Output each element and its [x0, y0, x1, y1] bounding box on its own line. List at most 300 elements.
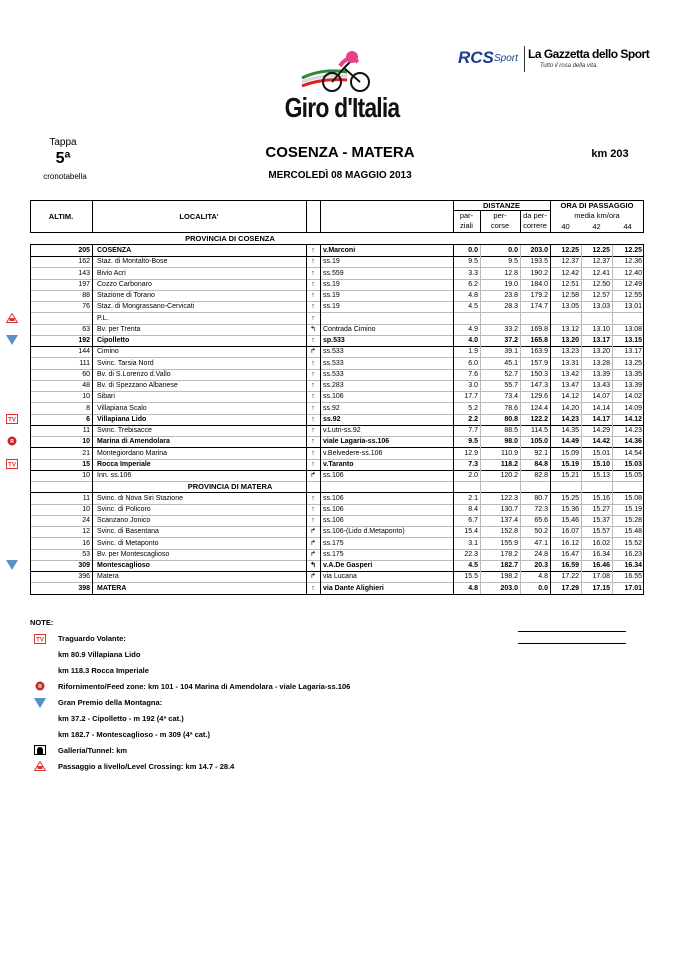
- cell-t2: 15.01: [592, 449, 610, 457]
- header-speed-40: 40: [561, 222, 570, 231]
- cell-alt: 8: [86, 404, 90, 412]
- cell-t1: 13.12: [561, 325, 579, 333]
- cell-t2: 15.16: [592, 494, 610, 502]
- note-level-crossing: Passaggio a livello/Level Crossing: km 14.7 - 28.4: [58, 762, 235, 771]
- cell-r: 174.7: [530, 303, 548, 311]
- cell-loc: Bv. di S.Lorenzo d.Vallo: [97, 370, 171, 378]
- table-row: [30, 290, 644, 301]
- note-gpm-2: km 182.7 - Montescaglioso - m 309 (4ª cat.): [58, 730, 210, 739]
- col-line: [581, 245, 582, 594]
- header-ora: ORA DI PASSAGGIO: [560, 201, 634, 210]
- province-cosenza: PROVINCIA DI COSENZA: [185, 234, 275, 243]
- traguardo-volante-icon: [34, 634, 46, 644]
- cell-loc: MATERA: [97, 584, 127, 592]
- cell-road: ss.106-(Lido d.Metaponto): [323, 528, 405, 536]
- cell-road: v.Taranto: [323, 460, 354, 468]
- cell-loc: Svinc. di Nova Siri Stazione: [97, 494, 183, 502]
- province-matera: PROVINCIA DI MATERA: [187, 482, 273, 492]
- cell-t2: 12.25: [592, 247, 610, 254]
- table-row: [30, 538, 644, 549]
- cell-alt: 10: [82, 505, 90, 513]
- note-tv: Traguardo Volante:: [58, 634, 126, 643]
- col-line: [453, 245, 454, 594]
- cell-dir: ↑: [311, 280, 315, 288]
- cell-loc: Bv. di Spezzano Albanese: [97, 382, 178, 389]
- table-row: [30, 526, 644, 537]
- cell-dir: ↑: [311, 382, 315, 389]
- cell-c: 23.8: [504, 292, 518, 299]
- cell-r: 72.3: [534, 505, 548, 513]
- level-crossing-icon: [6, 313, 18, 323]
- cell-loc: P.L.: [97, 314, 109, 322]
- cell-loc: Montescaglioso: [97, 562, 150, 569]
- table-row: [30, 504, 644, 515]
- cell-t3: 13.39: [624, 382, 642, 389]
- cell-c: 39.1: [504, 348, 518, 356]
- header-media: media km/ora: [574, 211, 620, 220]
- cell-t1: 13.47: [561, 382, 579, 389]
- cell-t1: 16.59: [561, 562, 579, 569]
- cell-c: 52.7: [504, 370, 518, 378]
- table-row: [30, 256, 644, 267]
- cell-dir: ↑: [311, 303, 315, 311]
- notes-title: NOTE:: [30, 618, 54, 627]
- table-row: [30, 245, 644, 256]
- cell-r: 193.5: [530, 258, 548, 266]
- cell-t3: 16.55: [624, 573, 642, 581]
- cell-alt: 205: [78, 247, 90, 254]
- cell-loc: Montegiordano Marina: [97, 449, 168, 457]
- cell-road: via Lucana: [323, 573, 357, 581]
- cell-road: ss.175: [323, 550, 344, 558]
- cell-t1: 15.36: [561, 505, 579, 513]
- cell-loc: Cipolletto: [97, 337, 130, 344]
- bicycle-logo-icon: [272, 48, 412, 94]
- cell-road: Contrada Cimino: [323, 325, 376, 333]
- cell-p: 5.2: [468, 404, 478, 412]
- cell-r: 150.3: [530, 370, 548, 378]
- cell-dir: ↑: [311, 247, 315, 254]
- cell-t3: 14.12: [624, 415, 642, 423]
- row-separator: [30, 594, 644, 595]
- cell-t3: 14.54: [624, 449, 642, 457]
- cell-r: 147.3: [530, 382, 548, 389]
- cell-r: 124.4: [530, 404, 548, 412]
- cell-t3: 13.15: [624, 337, 642, 344]
- cell-t3: 17.01: [624, 584, 642, 592]
- cell-loc: COSENZA: [97, 247, 132, 254]
- cell-c: 73.4: [504, 393, 518, 401]
- cell-p: 9.5: [468, 438, 478, 446]
- cell-road: ss.19: [323, 292, 340, 299]
- cell-dir: ↑: [311, 584, 315, 592]
- cell-dir: ↱: [310, 573, 316, 581]
- cell-p: 3.0: [468, 382, 478, 389]
- cell-p: 3.3: [468, 269, 478, 277]
- cell-t2: 14.42: [592, 438, 610, 446]
- gpm-icon: [34, 698, 46, 708]
- cell-c: 137.4: [500, 517, 518, 524]
- cell-loc: Stazione di Torano: [97, 292, 155, 299]
- svg-text:R: R: [10, 439, 14, 446]
- cell-c: 110.9: [501, 449, 518, 457]
- traguardo-volante-icon: [6, 459, 18, 469]
- cell-road: sp.533: [323, 337, 345, 344]
- col-line: [612, 245, 613, 594]
- cell-road: ss.533: [323, 370, 344, 378]
- cell-t3: 12.55: [624, 292, 642, 299]
- cell-t1: 14.35: [561, 427, 579, 434]
- cell-t2: 17.08: [592, 573, 610, 581]
- cell-alt: 60: [82, 370, 90, 378]
- cell-p: 12.9: [464, 449, 478, 457]
- col-line: [643, 245, 644, 594]
- cell-c: 152.8: [500, 528, 518, 536]
- feed-zone-icon: [34, 681, 46, 691]
- table-row: [10, 436, 644, 447]
- table-row: [30, 583, 644, 594]
- cell-t3: 13.25: [624, 359, 642, 367]
- tappa-label: Tappa: [49, 137, 77, 148]
- rcs-text: RCS: [458, 48, 494, 67]
- header-speed-44: 44: [623, 222, 632, 231]
- col-divider: [306, 200, 307, 232]
- cell-t3: 15.05: [624, 472, 642, 479]
- cell-p: 8.4: [468, 505, 478, 513]
- header-parziali: ziali: [460, 221, 473, 230]
- cell-t1: 14.23: [561, 415, 579, 423]
- cell-alt: 15: [82, 460, 90, 468]
- col-divider: [320, 200, 321, 232]
- header-percorse: per-: [493, 211, 507, 220]
- giro-logo: [272, 48, 412, 128]
- cell-t1: 13.31: [561, 359, 579, 367]
- cell-t2: 15.27: [592, 505, 610, 513]
- cell-dir: ↑: [311, 258, 315, 266]
- cell-r: 163.9: [530, 348, 548, 356]
- cell-r: 80.7: [534, 494, 548, 502]
- cell-dir: ↑: [311, 292, 315, 299]
- cell-t1: 12.25: [561, 247, 579, 254]
- cell-road: ss.19: [323, 258, 340, 266]
- cell-p: 2.0: [468, 472, 478, 479]
- cell-r: 169.8: [530, 325, 548, 333]
- cell-dir: ↑: [311, 359, 315, 367]
- cell-c: 203.0: [500, 584, 518, 592]
- cell-t2: 15.37: [592, 517, 610, 524]
- cell-alt: 63: [82, 325, 90, 333]
- cell-alt: 12: [82, 528, 90, 536]
- cell-c: 9.5: [508, 258, 518, 266]
- cell-t1: 14.49: [561, 438, 579, 446]
- cell-p: 4.5: [468, 562, 478, 569]
- cell-dir: ↑: [311, 314, 315, 322]
- cell-c: 12.8: [504, 269, 518, 277]
- cell-road: ss.19: [323, 303, 340, 311]
- cell-p: 4.0: [468, 337, 478, 344]
- svg-text:TV: TV: [8, 462, 16, 469]
- cell-alt: 21: [82, 449, 90, 457]
- cell-t2: 14.29: [592, 427, 610, 434]
- header-speed-42: 42: [592, 222, 601, 231]
- cell-p: 17.7: [464, 393, 478, 401]
- cell-p: 22.3: [464, 550, 478, 558]
- cell-alt: 111: [79, 359, 90, 367]
- cell-road: ss.533: [323, 348, 344, 356]
- cell-alt: 88: [82, 292, 90, 299]
- stage-title: COSENZA - MATERA: [265, 144, 415, 161]
- cell-t1: 13.20: [561, 337, 579, 344]
- cell-alt: 396: [78, 573, 90, 581]
- cell-t1: 12.58: [561, 292, 579, 299]
- cell-t1: 12.37: [561, 258, 579, 266]
- col-line: [320, 245, 321, 594]
- cell-road: v.A.De Gasperi: [323, 562, 373, 569]
- cell-c: 45.1: [504, 359, 518, 367]
- cell-loc: Staz. di Montalto-Bose: [97, 258, 168, 266]
- cell-alt: 398: [78, 584, 90, 592]
- stage-distance: km 203: [591, 148, 629, 160]
- cell-c: 55.7: [504, 382, 518, 389]
- header-parziali: par-: [459, 211, 474, 220]
- col-line: [480, 245, 481, 594]
- cell-p: 7.6: [468, 370, 478, 378]
- cell-r: 165.8: [530, 337, 548, 344]
- cell-r: 84.8: [534, 460, 548, 468]
- cell-t3: 15.19: [624, 505, 642, 513]
- table-row: [8, 414, 644, 425]
- col-line: [30, 245, 31, 594]
- table-row: [30, 391, 644, 402]
- cell-t3: 16.23: [624, 550, 642, 558]
- cell-road: ss.106: [323, 517, 344, 524]
- table-row: [30, 560, 644, 571]
- cell-t3: 12.40: [624, 269, 642, 277]
- cell-dir: ↑: [311, 438, 315, 446]
- cell-t1: 16.47: [561, 550, 579, 558]
- cell-p: 6.7: [468, 517, 478, 524]
- table-row: [30, 470, 644, 481]
- note-tunnel: Galleria/Tunnel: km: [58, 746, 128, 755]
- gazzetta-tagline: Tutto il rosa della vita.: [540, 63, 598, 69]
- cell-alt: 143: [78, 269, 90, 277]
- cell-r: 203.0: [530, 247, 548, 254]
- cell-t3: 13.35: [624, 370, 642, 378]
- cell-t2: 13.10: [592, 325, 610, 333]
- traguardo-volante-icon: [6, 414, 18, 424]
- cell-dir: ↱: [310, 472, 316, 479]
- svg-text:TV: TV: [8, 417, 16, 424]
- cell-dir: ↑: [311, 460, 315, 468]
- cell-p: 4.5: [468, 303, 478, 311]
- table-row: [30, 324, 644, 335]
- cell-t3: 15.03: [624, 460, 642, 468]
- cell-r: 0.0: [538, 584, 548, 592]
- cell-dir: ↑: [311, 449, 315, 457]
- cell-loc: Rocca Imperiale: [97, 460, 151, 468]
- cell-loc: Staz. di Mongrassano-Cervicati: [97, 303, 195, 311]
- cell-loc: Bv. per Montescaglioso: [97, 550, 170, 558]
- note-tv-1: km 80.9 Villapiana Lido: [58, 650, 141, 659]
- header-altim: ALTIM.: [48, 212, 74, 221]
- cell-alt: 16: [82, 539, 90, 547]
- cell-t2: 13.43: [592, 382, 610, 389]
- cell-road: v.Marconi: [323, 247, 356, 254]
- svg-text:TV: TV: [36, 637, 44, 644]
- cell-dir: ↑: [311, 494, 315, 502]
- cell-t2: 16.02: [592, 539, 610, 547]
- cell-c: 155.9: [500, 539, 518, 547]
- cell-t3: 14.36: [624, 438, 642, 446]
- cell-t2: 16.34: [592, 550, 610, 558]
- cell-c: 88.5: [504, 427, 518, 434]
- cell-t1: 13.05: [561, 303, 579, 311]
- cell-c: 80.8: [504, 415, 518, 423]
- cell-c: 98.0: [504, 438, 518, 446]
- rcs-sport-text: Sport: [494, 53, 518, 64]
- cell-c: 78.6: [504, 404, 518, 412]
- cell-r: 24.8: [534, 550, 548, 558]
- cell-r: 129.6: [530, 393, 548, 401]
- cell-t1: 12.51: [561, 280, 579, 288]
- level-crossing-icon: [34, 761, 46, 771]
- cell-loc: Inn. ss.106: [97, 472, 132, 479]
- cell-r: 65.6: [534, 517, 548, 524]
- cell-r: 122.2: [530, 415, 548, 423]
- cell-loc: Svinc. di Basentana: [97, 528, 159, 536]
- cell-dir: ↰: [310, 325, 316, 333]
- cell-loc: Svinc. Tarsia Nord: [97, 359, 154, 367]
- cell-t1: 15.46: [561, 517, 579, 524]
- notes-rule: [518, 643, 626, 644]
- cell-road: ss.19: [323, 280, 340, 288]
- cell-road: ss.92: [323, 415, 341, 423]
- cell-c: 28.3: [504, 303, 518, 311]
- cell-t1: 13.23: [561, 348, 579, 356]
- cell-road: ss.559: [323, 269, 344, 277]
- cell-loc: Cozzo Carbonaro: [97, 280, 152, 288]
- cell-t2: 15.13: [592, 472, 610, 479]
- cell-r: 190.2: [530, 269, 548, 277]
- gpm-icon: [6, 335, 18, 345]
- cell-p: 9.5: [468, 258, 478, 266]
- cell-t3: 12.25: [624, 247, 642, 254]
- cell-r: 105.0: [530, 438, 548, 446]
- cell-t2: 12.41: [592, 269, 610, 277]
- cell-t2: 15.10: [592, 460, 610, 468]
- cell-road: v.Lutri-ss.92: [323, 427, 361, 434]
- cell-loc: Bv. per Trenta: [97, 325, 141, 333]
- cell-t3: 13.01: [624, 303, 642, 311]
- cell-dir: ↑: [311, 269, 315, 277]
- cell-p: 2.2: [468, 415, 478, 423]
- cell-road: ss.106: [323, 393, 344, 401]
- cell-road: ss.106: [323, 505, 344, 513]
- cell-dir: ↑: [311, 337, 315, 344]
- table-row: [30, 268, 644, 279]
- cell-loc: Sibari: [97, 393, 115, 401]
- table-row: [30, 571, 644, 582]
- cell-t3: 15.52: [624, 539, 642, 547]
- cell-t3: 14.23: [624, 427, 642, 434]
- cell-loc: Villapiana Scalo: [97, 404, 147, 412]
- cell-loc: Villapiana Lido: [97, 415, 147, 423]
- sponsor-logo: [458, 44, 650, 76]
- cell-t3: 14.02: [624, 393, 642, 401]
- table-row: [30, 403, 644, 414]
- notes-rule: [518, 631, 626, 632]
- table-row: [30, 515, 644, 526]
- tunnel-icon: [34, 745, 46, 755]
- cell-alt: 144: [78, 348, 90, 356]
- cell-t1: 15.19: [561, 460, 579, 468]
- table-row: [30, 425, 644, 436]
- cell-loc: Marina di Amendolara: [97, 438, 170, 446]
- cell-alt: 11: [82, 427, 90, 434]
- note-tv-2: km 118.3 Rocca Imperiale: [58, 666, 149, 675]
- cell-dir: ↱: [310, 528, 316, 536]
- cell-t2: 13.28: [592, 359, 610, 367]
- cell-road: ss.106: [323, 472, 344, 479]
- cell-t3: 12.36: [624, 258, 642, 266]
- cell-t1: 17.29: [561, 584, 579, 592]
- cell-alt: 76: [82, 303, 90, 311]
- cell-t1: 16.07: [561, 528, 579, 536]
- table-row: [30, 549, 644, 560]
- cell-p: 4.8: [468, 292, 478, 299]
- cell-r: 157.9: [530, 359, 548, 367]
- col-line: [92, 245, 93, 594]
- cell-r: 50.2: [534, 528, 548, 536]
- cell-p: 6.0: [468, 359, 478, 367]
- cell-c: 182.7: [500, 562, 518, 569]
- cell-p: 15.5: [464, 573, 478, 581]
- cell-t1: 15.25: [561, 494, 579, 502]
- cell-dir: ↑: [311, 517, 315, 524]
- cell-road: ss.175: [323, 539, 344, 547]
- cell-t2: 14.17: [592, 415, 610, 423]
- cell-loc: Scanzano Jonico: [97, 517, 151, 524]
- cell-r: 92.1: [534, 449, 548, 457]
- cell-t3: 12.49: [624, 280, 642, 288]
- cell-road: viale Lagaria-ss.106: [323, 438, 390, 446]
- cell-t3: 15.08: [624, 494, 642, 502]
- cell-road: ss.533: [323, 359, 344, 367]
- table-row: [30, 448, 644, 459]
- cell-t2: 15.57: [592, 528, 610, 536]
- cell-t1: 17.22: [561, 573, 579, 581]
- cell-alt: 10: [82, 438, 90, 446]
- cell-loc: Svinc. Trebisacce: [97, 427, 152, 434]
- cell-t2: 12.50: [592, 280, 610, 288]
- cell-t1: 15.21: [561, 472, 579, 479]
- cell-r: 82.8: [534, 472, 548, 479]
- cell-r: 114.5: [531, 427, 548, 434]
- cell-alt: 197: [78, 280, 90, 288]
- cell-alt: 11: [82, 494, 90, 502]
- cell-dir: ↑: [311, 393, 315, 401]
- cell-loc: Bivio Acri: [97, 269, 126, 277]
- cell-dir: ↑: [311, 505, 315, 513]
- cronotabella-label: cronotabella: [43, 172, 87, 181]
- cell-alt: 24: [82, 517, 90, 524]
- cell-c: 33.2: [504, 325, 518, 333]
- cell-t1: 14.12: [561, 393, 579, 401]
- cell-t2: 12.57: [592, 292, 610, 299]
- cell-alt: 192: [78, 337, 90, 344]
- cell-p: 4.8: [468, 584, 478, 592]
- header-dapercorrere: da per-: [523, 211, 547, 220]
